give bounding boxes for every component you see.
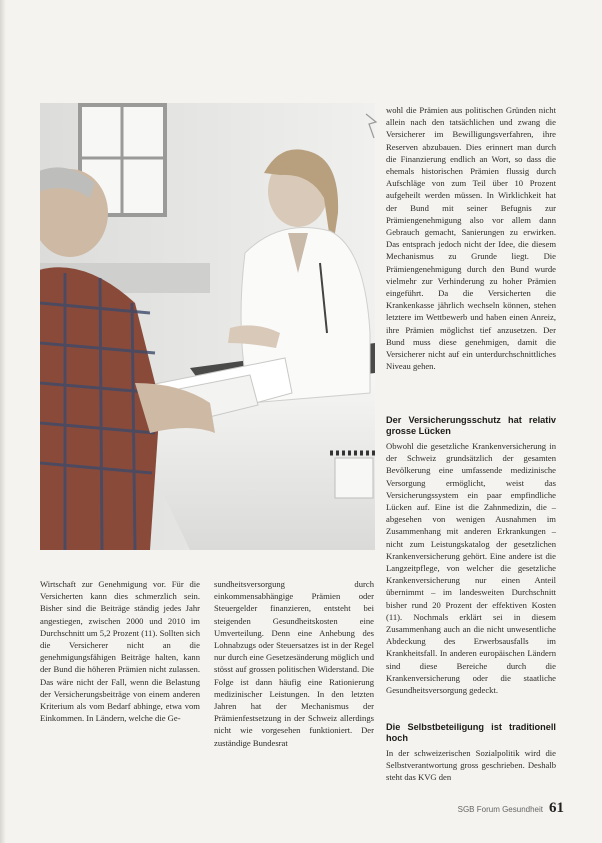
section-heading: Die Selbstbeteiligung ist traditionell hoch	[386, 722, 556, 743]
article-photo	[40, 103, 375, 550]
article-column-right-middle	[386, 415, 556, 696]
footer-source: SGB Forum Gesundheit	[457, 805, 543, 814]
article-column-right-top	[386, 104, 556, 372]
page-edge	[0, 0, 6, 843]
paragraph: Wirtschaft zur Genehmigung vor. Für die Versicherten kann dies schmerzlich sein. Bisher sind die Beiträge ständig jedes Jahr angestiegen, zwischen 2000 und 2010 im Durchschnitt um 5,2 Prozent (11). Sollten sich die Versicherer nicht an die genehmigungsfähigen Beiträge halten, kann der Bund die höheren Prämien nicht zulassen. Das wäre nicht der Fall, wenn die Belastung der Versicherungsbeiträge von einem anderen Kriterium als vom Bedarf abhinge, etwa vom Einkommen. In Ländern, welche die Ge-	[40, 579, 200, 724]
paragraph: Obwohl die gesetzliche Krankenversicherung in der Schweiz grundsätzlich der gesamten Bevölkerung eine umfassende medizinische Versorgung ermöglicht, weist das Versicherungssystem ein paar empfindliche Lücken auf. Eine ist die Zahnmedizin, die – abgesehen von wenigen Ausnahmen im Zusammenhang mit anderen Erkrankungen – nicht zum Leistungskatalog der gesetzlichen Krankenversicherung gehört. Eine andere ist die Langzeitpflege, von welcher die gesetzliche Krankenversicherung nur einen Anteil übernimmt – im landesweiten Durchschnitt bisher rund 20 Prozent der effektiven Kosten (11). Nochmals erklärt sei in diesem Zusammenhang auch an die nicht unwesentliche Abdeckung des Erwerbsausfalls im Krankheitsfall. In anderen europäischen Ländern sind diese Bereiche durch die Krankenversicherung oder die staatliche Gesundheitsversorgung gedeckt.	[386, 441, 556, 696]
section-heading: Der Versicherungsschutz hat relativ grosse Lücken	[386, 415, 556, 436]
decorative-ornament	[364, 112, 378, 142]
article-column-left-bottom	[40, 578, 200, 724]
page-footer	[458, 800, 564, 817]
consultation-photo	[40, 103, 375, 550]
article-column-middle-bottom	[214, 578, 374, 749]
paragraph: wohl die Prämien aus politischen Gründen nicht allein nach den tatsächlichen und zwang die Versicherer im Bewilligungsverfahren, ihre Reserven abzubauen. Dies erinnert man durch die Finanzierung endlich an Wort, so dass die ehemals historischen Prämien flussig durch Aufschläge von zum Teil über 10 Prozent aufgeheilt werden müssen. In Wirklichkeit hat der Bund mit seiner Befugnis zur Prämiengenehmigung also vor allem dann Gebrauch gemacht, Sanierungen zu erwirken. Das entsprach jedoch nicht der Idee, die diesem Mechanismus zu Grunde liegt. Die Prämiengenehmigung durch den Bund wurde vielmehr zur Verhinderung zu hoher Prämien eingeführt. Da die Versicherten die Krankenkasse jährlich wechseln können, stehen letztere im Wettbewerb und haben einen Anreiz, ihre Prämien möglichst tief anzusetzen. Der Bund muss diese genehmigen, damit die Versicherer nicht auf ein unterdurchschnittliches Niveau gehen.	[386, 105, 556, 372]
article-column-right-bottom	[386, 722, 556, 784]
paragraph: sundheitsversorgung durch einkommensabhängige Prämien oder Steuergelder finanzieren, entsteht bei steigenden Gesundheitskosten eine Umverteilung. Denn eine Anhebung des Lohnabzugs oder Steuersatzes ist in der Regel nur durch eine Gesetzesänderung möglich und stösst auf grossen politischen Widerstand. Die Folge ist dann häufig eine Rationierung medizinischer Leistungen. In den letzten Jahren hat der Mechanismus der Prämienfestsetzung in der Schweiz allerdings nicht wie vorgesehen funktioniert. Der zuständige Bundesrat	[214, 579, 374, 748]
paragraph: In der schweizerischen Sozialpolitik wird die Selbstverantwortung gross geschrieben. Deshalb steht das KVG den	[386, 748, 556, 783]
page-number: 61	[549, 800, 564, 816]
